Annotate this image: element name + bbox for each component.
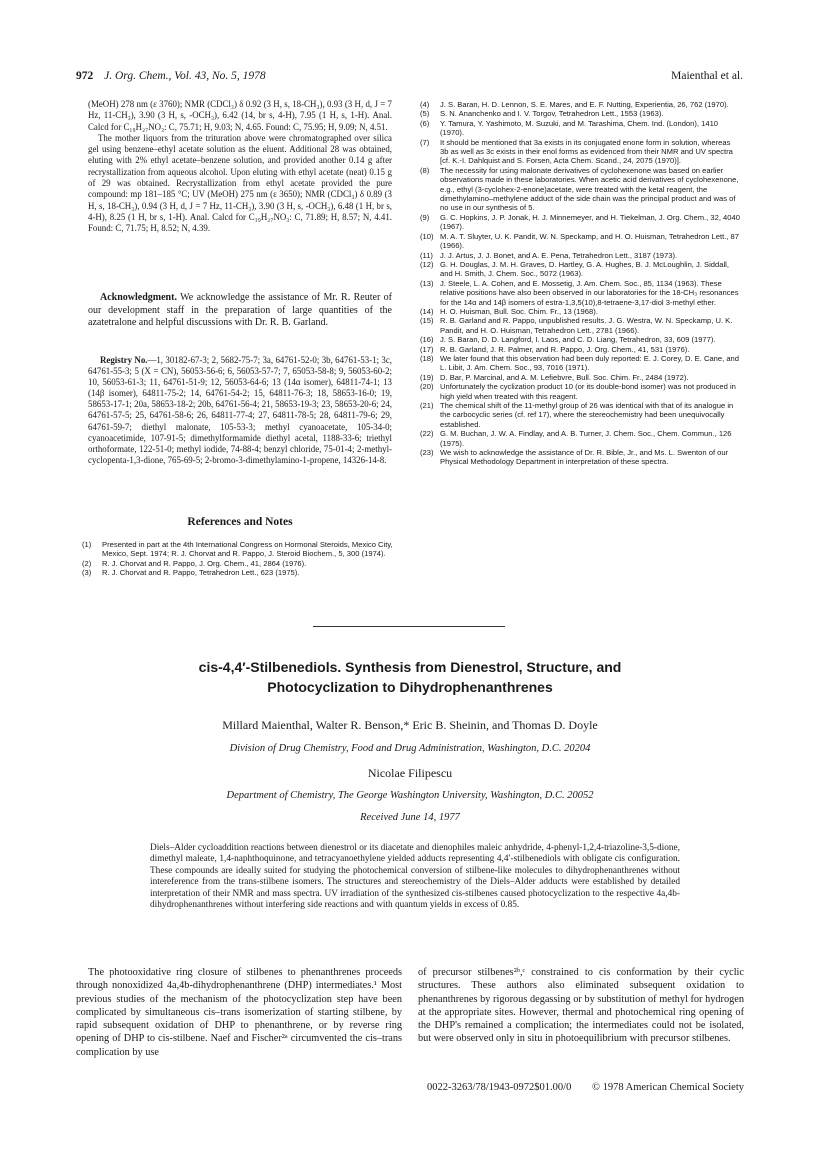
reference-number: (3) [82,568,92,578]
reference-text: R. J. Chorvat and R. Pappo, J. Org. Chem., 41, 2864 (1976). [102,558,307,568]
registry-text: —1, 30182-67-3; 2, 5682-75-7; 3a, 64761-52-0; 3b, 64761-53-1; 3c, 64761-55-3; 5 (X = CN), 56053-56-6; 6, 56053-57-7; 7, 65053-58-8; 9, 56053-60-2; 10, 56053-61-3; 11, 64761-51-9; 12, 56053-64-6; 13 (14α isomer), 64811-74-1; 13 (14β isomer), 64811-75-2; 14, 64761-54-2; 15, 64811-76-3; 18, 58653-16-0; 19, 58653-17-1; 20a, 58653-18-2; 20b, 64761-56-4; 21, 58653-19-3; 23, 58653-20-6; 24, 64761-57-5; 25, 64761-58-6; 26, 64811-77-4; 27, 64811-78-5; 28, 64811-79-6; 29, 64761-59-7; diethyl malonate, 105-53-3; methyl cyanoacetate, 105-34-0; cyanoacetimide, 107-91-5; dimethylformamide diethyl acetal, 1188-33-6; triethyl orthoformate, 122-51-0; methyl iodide, 74-88-4; benzyl chloride, 75-01-4; 2-methyl-cyclopenta-1,3-dione, 765-69-5; 2-bromo-3-dimethylamino-1-propene, 14326-14-8. [88,355,392,465]
reference-item [420,345,740,354]
reference-text: Unfortunately the cyclization product 10 (or its double-bond isomer) was not produced in high yield when treated with this reagent. [440,382,736,401]
paragraph: (MeOH) 278 nm (ε 3760); NMR (CDCl₃) δ 0.92 (3 H, s, 18-CH₃), 0.93 (3 H, d, J = 7 Hz, 11-CH₃), 3.90 (3 H, s, -OCH₃), 6.42 (14, br s, 4-H), 7.95 (1 H, s, 1-H). Anal. Calcd for C₁₉H₂₇NO₃: C, 75.71; H, 9.03; N, 4.65. Found: C, 75.95; H, 9.09; N, 4.51. [88,99,392,132]
reference-number: (17) [420,344,434,354]
reference-number: (9) [420,212,430,222]
running-header [76,70,743,86]
references-list-right [420,100,740,467]
author-list: Millard Maienthal, Walter R. Benson,* Eric B. Sheinin, and Thomas D. Doyle [222,718,598,732]
reference-item [420,119,740,138]
abstract: Diels–Alder cycloaddition reactions between dienestrol or its diacetate and dienophiles maleic anhydride, 4-phenyl-1,2,4-triazoline-3,5-dione, dimethyl maleate, 1,4-naphthoquinone, and tetracyanoethylene yielded adducts representing 4,4′-stilbenediols with obligate cis configuration. These compounds are ideally suited for studying the photochemical conversion of stilbene-like molecules to dihydrophenanthrenes without intereference from the trans-stilbene isomers. The structures and stereochemistry of the Diels–Alder adducts were established by detailed interpretation of their NMR and mass spectra. UV irradiation of the synthesized cis-stilbenes caused photocyclization to the respective 4a,4b-dihydrophenanthrenes without interfering side reactions and with quantum yields in excess of 0.85. [150,843,680,911]
reference-number: (21) [420,401,434,410]
reference-item [420,251,740,260]
reference-text: Y. Tamura, Y. Yashimoto, M. Suzuki, and M. Tarashima, Chem. Ind. (London), 1410 (1970). [440,118,719,138]
affiliation-2: Department of Chemistry, The George Washington University, Washington, D.C. 20052 [226,790,594,801]
footer [76,1082,744,1093]
reference-text: D. Bar, P. Marcinal, and A. M. Lefiebvre, Bull. Soc. Chim. Fr., 2484 (1972). [440,372,689,382]
reference-number: (5) [420,109,430,119]
reference-number: (15) [420,316,434,326]
reference-item [420,166,740,213]
header-left [76,70,266,86]
reference-number: (10) [420,231,434,241]
body-paragraph: of precursor stilbenes²ᵇ,ᶜ constrained to cis conformation by their cyclic structures. These authors also eliminated subsequent oxidation to phenanthrenes by rigorous degassing or by substitution of methyl for hydrogen at the appropriate sites. However, thermal and photochemical ring opening of the DHP's remained a complication; the intermediates could not be isolated, but were observed only in situ in photoequilibrium with precursor stilbenes. [418,967,744,1045]
reference-text: G. H. Douglas, J. M. H. Graves, D. Hartley, G. A. Hughes, B. J. McLoughlin, J. Siddall, and H. Smith, J. Chem. Soc., 5072 (1963). [440,259,729,279]
reference-text: The chemical shift of the 11-methyl group of 26 was identical with that of its analogue in the carbocyclic series (cf. ref 17), where the stereochemistry had been unequivocally established. [440,401,734,429]
reference-text: S. N. Ananchenko and I. V. Torgov, Tetrahedron Lett., 1553 (1963). [440,109,664,119]
reference-number: (14) [420,306,434,316]
reference-text: Presented in part at the 4th International Congress on Hormonal Steroids, Mexico City, Mexico, Sept. 1974; R. J. Chorvat and R. Pappo, J. Steroid Biochem., 5, 300 (1974). [102,540,393,559]
reference-text: G. C. Hopkins, J. P. Jonak, H. J. Minnemeyer, and H. Tiekelman, J. Org. Chem., 32, 4040 (1967). [440,212,740,232]
body-left-column [76,966,402,1059]
article-title [80,657,740,697]
reference-number: (13) [420,278,434,288]
reference-text: R. B. Garland and R. Pappo, unpublished results. J. G. Westra, W. N. Speckamp, U. K. Pandit, and H. O. Huisman, Tetrahedron Lett., 2781 (1966). [440,316,733,335]
reference-item [420,232,740,251]
affiliation-1: Division of Drug Chemistry, Food and Drug Administration, Washington, D.C. 20204 [229,743,591,754]
reference-number: (12) [420,259,434,269]
reference-text: J. Steele, L. A. Cohen, and E. Mossetig, J. Am. Chem. Soc., 85, 1134 (1963). These relative positions have also been observed in our laboratories for the 18-CH₃ resonances for the 14α and 14β isomers of estra-1,3,5(10),8-tetraene-3,17-diol 3-methyl ether. [440,278,739,307]
reference-number: (23) [420,448,434,458]
reference-item [420,307,740,316]
references-list-left [82,540,394,578]
registry-numbers [88,355,392,466]
reference-text: We wish to acknowledge the assistance of Dr. R. Bible, Jr., and Ms. L. Swenton of our Physical Methodology Department in interpretation of these spectra. [440,448,729,467]
reference-text: J. S. Baran, D. D. Langford, I. Laos, and C. D. Liang, Tetrahedron, 33, 609 (1977). [440,335,716,345]
reference-text: J. S. Baran, H. D. Lennon, S. E. Mares, and E. F. Nutting, Experientia, 26, 762 (1970). [440,100,729,109]
reference-number: (20) [420,382,434,392]
acknowledgment [88,292,392,330]
journal-citation: J. Org. Chem., Vol. 43, No. 5, 1978 [104,70,266,82]
registry-heading: Registry No. [100,355,148,365]
reference-text: The necessity for using malonate derivatives of cyclohexenone was based on earlier observations made in these laboratories. When acetic acid derivatives of cyclohexenone, e.g., ethyl (3-cyclohex-2-enone)acetate, were treated with the ketal reagent, the dimethylamino–methylene adduct of the side chain was the principal product and was of no use in our synthesis of 5. [440,165,739,213]
reference-item [420,429,740,448]
acknowledgment-heading: Acknowledgment. [100,292,177,303]
reference-number: (2) [82,558,92,568]
reference-number: (22) [420,429,434,439]
reference-text: J. J. Artus, J. J. Bonet, and A. E. Pena, Tetrahedron Lett., 3187 (1973). [440,250,678,260]
reference-number: (19) [420,372,434,382]
reference-item [420,213,740,232]
reference-text: M. A. T. Sluyter, U. K. Pandit, W. N. Speckamp, and H. O. Huisman, Tetrahedron Lett., 87 (1966). [440,231,739,251]
reference-item [420,279,740,307]
acknowledgment-text: We acknowledge the assistance of Mr. R. Reuter of our development staff in the preparation of large quantities of the azatetralone and helpful discussions with Dr. R. B. Garland. [88,292,392,329]
reference-item [420,109,740,118]
reference-item [82,540,394,559]
reference-text: R. J. Chorvat and R. Pappo, Tetrahedron Lett., 623 (1975). [102,568,300,578]
reference-item [420,100,740,109]
reference-item [420,382,740,401]
reference-item [420,335,740,344]
body-paragraph: The photooxidative ring closure of stilbenes to phenanthrenes proceeds through nonoxidized 4a,4b-dihydrophenanthrene (DHP) intermediates.¹ Most previous studies of the mechanism of the photocyclization step have been complicated by simultaneous cis–trans isomerization of starting stilbene, by rapid subsequent oxidation of DHP to phenanthrene, or by reverse ring opening of DHP to cis-stilbene. Naef and Fischer²ᵃ circumvented the cis–trans complication by use [76,967,402,1058]
reference-item [420,448,740,467]
reference-number: (11) [420,250,433,260]
title-line-1: cis-4,4′-Stilbenediols. Synthesis from Dienestrol, Structure, and [198,659,622,675]
reference-item [82,559,394,568]
page-number: 972 [76,70,94,82]
reference-item [420,260,740,279]
reference-number: (18) [420,353,434,363]
reference-text: We later found that this observation had been duly reported: E. J. Corey, D. E. Cane, and L. Libit, J. Am. Chem. Soc., 93, 7016 (1971). [440,353,739,373]
paragraph: The mother liquors from the trituration above were chromatographed over silica gel using benzene–ethyl acetate solution as the eluent. Additional 28 was obtained, eluting with 2% ethyl acetate–benzene solution, and provided another 0.14 g after recrystallization from aqueous alcohol. Upon eluting with ethyl acetate (neat) 0.15 g of 29 was obtained. Recrystallization from ethyl acetate provided the pure compound: mp 181–185 °C; UV (MeOH) 275 nm (ε 3650); NMR (CDCl₃) δ 0.89 (3 H, s, 18-CH₃), 0.94 (3 H, d, J = 7 Hz, 11-CH₃), 3.90 (3 H, s, -OCH₃), 6.48 (1 H, br s, 4-H), 8.25 (1 H, br s, 1-H). Anal. Calcd for C₁₉H₂₇NO₃: C, 71.89; H, 8.57; N, 4.41. Found: C, 71.75; H, 8.52; N, 4.39. [88,132,392,234]
reference-number: (16) [420,335,434,345]
reference-item [420,373,740,382]
reference-text: R. B. Garland, J. R. Palmer, and R. Pappo, J. Org. Chem., 41, 531 (1976). [440,344,690,354]
reference-text: G. M. Buchan, J. W. A. Findlay, and A. B. Turner, J. Chem. Soc., Chem. Commun., 126 (1975). [440,429,732,448]
reference-item [420,354,740,373]
left-column [88,99,392,235]
reference-number: (8) [420,165,430,175]
reference-number: (1) [82,540,92,549]
reference-number: (6) [420,118,430,128]
reference-number: (7) [420,137,430,147]
reference-item [420,316,740,335]
reference-text: It should be mentioned that 3a exists in its conjugated enone form in solution, whereas 3b as well as 3c exists in their enol forms as evidenced from their NMR and UV spectra [cf. K.-I. Dahlquist and S. Forsen, Acta Chem. Scand., 24, 2075 (1970)]. [440,137,733,166]
footer-code: 0022-3263/78/1943-0972$01.00/0 [426,1082,572,1093]
references-heading: References and Notes [187,516,293,528]
body-right-column [418,966,744,1046]
reference-text: H. O. Huisman, Bull. Soc. Chim. Fr., 13 (1968). [440,306,598,316]
running-author: Maienthal et al. [671,70,743,82]
reference-item [420,401,740,429]
author-2: Nicolae Filipescu [367,766,453,780]
footer-copyright: © 1978 American Chemical Society [591,1082,744,1093]
section-divider [313,626,505,627]
reference-item [82,568,394,577]
reference-item [420,138,740,166]
reference-number: (4) [420,100,430,109]
received-date: Received June 14, 1977 [360,812,460,823]
title-line-2: Photocyclization to Dihydrophenanthrenes [267,679,553,695]
references-heading-block [88,516,392,528]
